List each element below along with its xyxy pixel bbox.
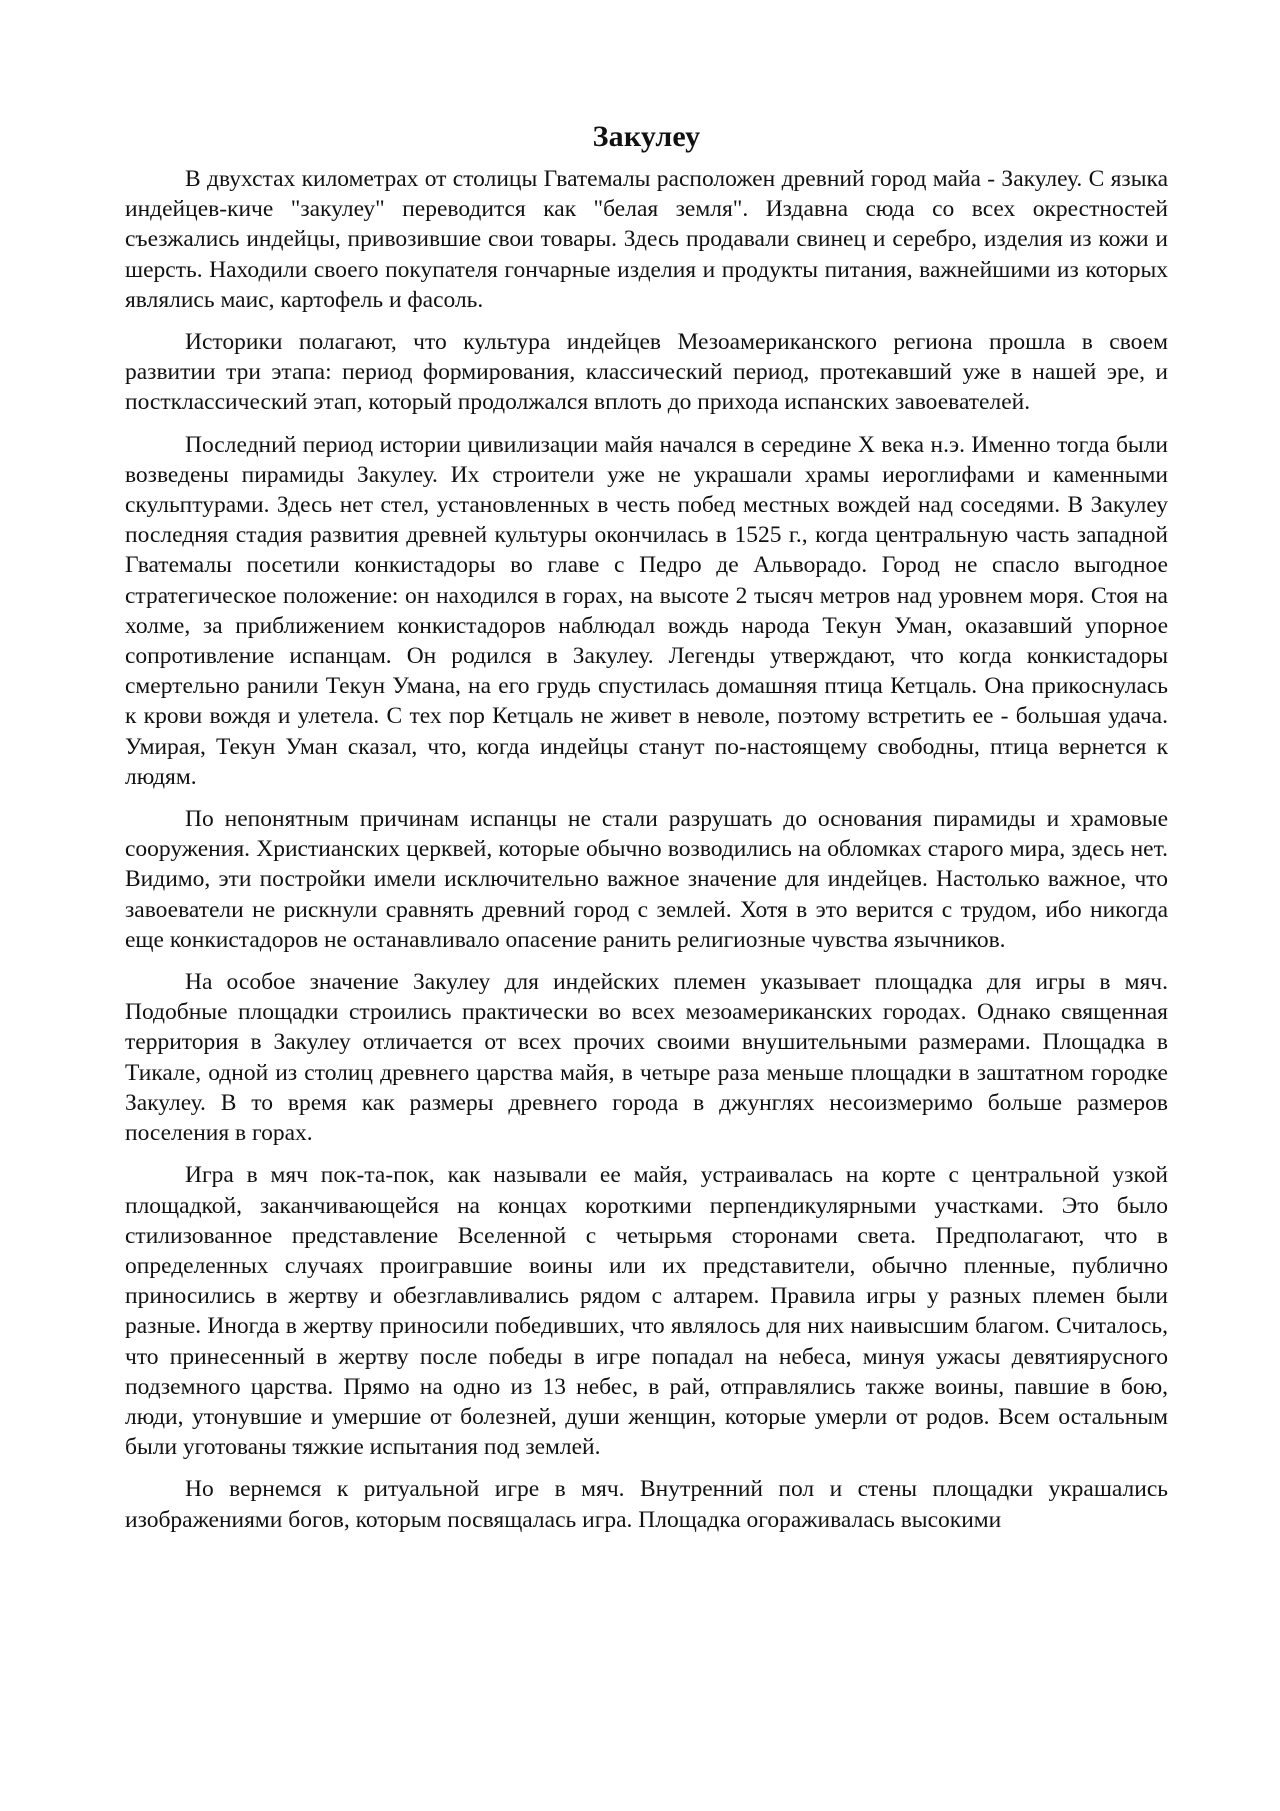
document-body bbox=[125, 164, 1168, 1535]
paragraph-4: По непонятным причинам испанцы не стали разрушать до основания пирамиды и храмовые сооружения. Христианских церквей, которые обычно возводились на обломках старого мира, здесь нет. Видимо, эти постройки имели исключительно важное значение для индейцев. Настолько важное, что завоеватели не рискнули сравнять древний город с землей. Хотя в это верится с трудом, ибо никогда еще конкистадоров не останавливало опасение ранить религиозные чувства язычников. bbox=[125, 806, 1168, 953]
paragraph-3: Последний период истории цивилизации майя начался в середине X века н.э. Именно тогда были возведены пирамиды Закулеу. Их строители уже не украшали храмы иероглифами и каменными скульптурами. Здесь нет стел, установленных в честь побед местных вождей над соседями. В Закулеу последняя стадия развития древней культуры окончилась в 1525 г., когда центральную часть западной Гватемалы посетили конкистадоры во главе с Педро де Альворадо. Город не спасло выгодное стратегическое положение: он находился в горах, на высоте 2 тысяч метров над уровнем моря. Стоя на холме, за приближением конкистадоров наблюдал вождь народа Текун Уман, оказавший упорное сопротивление испанцам. Он родился в Закулеу. Легенды утверждают, что когда конкистадоры смертельно ранили Текун Умана, на его грудь спустилась домашняя птица Кетцаль. Она прикоснулась к крови вождя и улетела. С тех пор Кетцаль не живет в неволе, поэтому встретить ее - большая удача. Умирая, Текун Уман сказал, что, когда индейцы станут по-настоящему свободны, птица вернется к людям. bbox=[125, 431, 1168, 790]
paragraph-6: Игра в мяч пок-та-пок, как называли ее майя, устраивалась на корте с центральной узкой площадкой, заканчивающейся на концах короткими перпендикулярными участками. Это было стилизованное представление Вселенной с четырьмя сторонами света. Предполагают, что в определенных случаях проигравшие воины или их представители, обычно пленные, публично приносились в жертву и обезглавливались рядом с алтарем. Правила игры у разных племен были разные. Иногда в жертву приносили победивших, что являлось для них наивысшим благом. Считалось, что принесенный в жертву после победы в игре попадал на небеса, минуя ужасы девятиярусного подземного царства. Прямо на одно из 13 небес, в рай, отправлялись также воины, павшие в бою, люди, утонувшие и умершие от болезней, души женщин, которые умерли от родов. Всем остальным были уготованы тяжкие испытания под землей. bbox=[125, 1162, 1168, 1461]
document-title: Закулеу bbox=[592, 120, 701, 153]
paragraph-2: Историки полагают, что культура индейцев Мезоамериканского региона прошла в своем развитии три этапа: период формирования, классический период, протекавший уже в нашей эре, и постклассический этап, который продолжался вплоть до прихода испанских завоевателей. bbox=[125, 329, 1168, 416]
paragraph-1: В двухстах километрах от столицы Гватемалы расположен древний город майа - Закулеу. С языка индейцев-киче "закулеу" переводится как "белая земля". Издавна сюда со всех окрестностей съезжались индейцы, привозившие свои товары. Здесь продавали свинец и серебро, изделия из кожи и шерсть. Находили своего покупателя гончарные изделия и продукты питания, важнейшими из которых являлись маис, картофель и фасоль. bbox=[125, 166, 1168, 313]
paragraph-7: Но вернемся к ритуальной игре в мяч. Внутренний пол и стены площадки украшались изображениями богов, которым посвящалась игра. Площадка огораживалась высокими bbox=[125, 1476, 1168, 1533]
paragraph-5: На особое значение Закулеу для индейских племен указывает площадка для игры в мяч. Подобные площадки строились практически во всех мезоамериканских городах. Однако священная территория в Закулеу отличается от всех прочих своими внушительными размерами. Площадка в Тикале, одной из столиц древнего царства майя, в четыре раза меньше площадки в заштатном городке Закулеу. В то время как размеры древнего города в джунглях несоизмеримо больше размеров поселения в горах. bbox=[125, 969, 1168, 1147]
